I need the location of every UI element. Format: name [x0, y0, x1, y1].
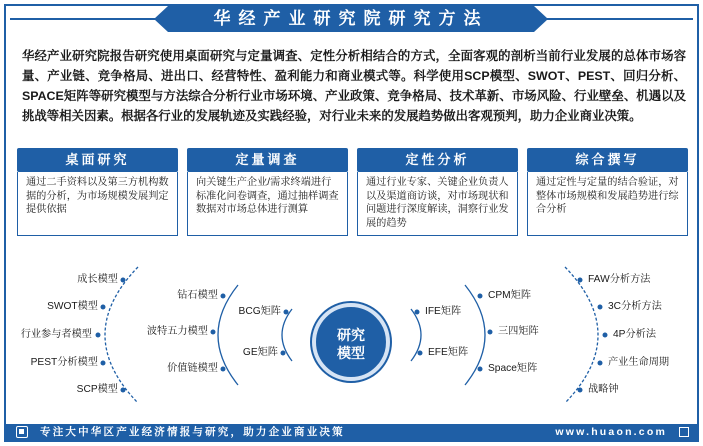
page-icon	[679, 427, 689, 437]
method-card-synthesis	[527, 148, 688, 236]
model-label: 波特五力模型	[146, 326, 208, 337]
model-label: 钻石模型	[177, 290, 218, 301]
model-label: GE矩阵	[242, 347, 278, 358]
method-card-desk-research	[17, 148, 178, 236]
model-label: 价值链模型	[167, 363, 218, 374]
method-card-qualitative	[357, 148, 518, 236]
method-card-title: 定量调查	[187, 148, 348, 172]
model-label: 三四矩阵	[498, 326, 539, 337]
method-card-title: 定性分析	[357, 148, 518, 172]
model-label: 行业参与者模型	[20, 329, 92, 340]
footer-website-link[interactable]: www.huaon.com	[555, 426, 667, 438]
model-label: PEST分析模型	[30, 357, 98, 368]
model-label: 战略钟	[588, 384, 619, 395]
footer-slogan: 专注大中华区产业经济情报与研究，助力企业商业决策	[40, 426, 345, 438]
model-label: EFE矩阵	[428, 347, 469, 358]
model-label: IFE矩阵	[425, 306, 462, 317]
method-card-quantitative	[187, 148, 348, 236]
method-card-body: 通过二手资料以及第三方机构数据的分析，为市场规模发展判定提供依据	[17, 172, 178, 236]
title-divider-left	[10, 18, 160, 20]
center-model-label: 研究模型	[337, 327, 365, 361]
model-label: 产业生命周期	[608, 357, 670, 368]
method-card-body: 向关键生产企业/需求终端进行标准化问卷调查，通过抽样调查数据对市场总体进行测算	[187, 172, 348, 236]
method-card-body: 通过行业专家、关键企业负责人以及渠道商访谈，对市场现状和问题进行深度解读，洞察行业发展的趋势	[357, 172, 518, 236]
brand-logo-icon	[16, 426, 28, 438]
model-label: FAW分析方法	[588, 274, 651, 285]
intro-paragraph: 华经产业研究院报告研究使用桌面研究与定量调查、定性分析相结合的方式，全面客观的剖析当前行业发展的总体市场容量、产业链、竞争格局、进出口、经营特性、盈利能力和商业模式等。科学使用SCP模型、SWOT、PEST、回归分析、SPACE矩阵等研究模型与方法综合分析行业市场环境、产业政策、竞争格局、技术革新、市场风险、行业壁垒、机遇以及挑战等相关因素。根据各行业的发展轨迹及实践经验，对行业未来的发展趋势做出客观预判，助力企业商业决策。	[22, 49, 686, 123]
model-label: Space矩阵	[488, 363, 538, 374]
method-card-title: 桌面研究	[17, 148, 178, 172]
model-label: 3C分析方法	[608, 301, 662, 312]
model-label: SCP模型	[76, 384, 118, 395]
model-label: BCG矩阵	[238, 306, 281, 317]
model-label: 4P分析法	[613, 329, 657, 340]
model-label: 成长模型	[77, 274, 118, 285]
title-divider-right	[543, 18, 693, 20]
model-diagram	[0, 255, 703, 415]
center-model-badge	[312, 303, 390, 381]
model-label: SWOT模型	[47, 301, 98, 312]
model-label: CPM矩阵	[488, 290, 532, 301]
page-title: 华经产业研究院研究方法	[168, 6, 534, 32]
method-card-title: 综合撰写	[527, 148, 688, 172]
method-card-body: 通过定性与定量的结合验证，对整体市场规模和发展趋势进行综合分析	[527, 172, 688, 236]
footer-bar	[6, 424, 697, 440]
